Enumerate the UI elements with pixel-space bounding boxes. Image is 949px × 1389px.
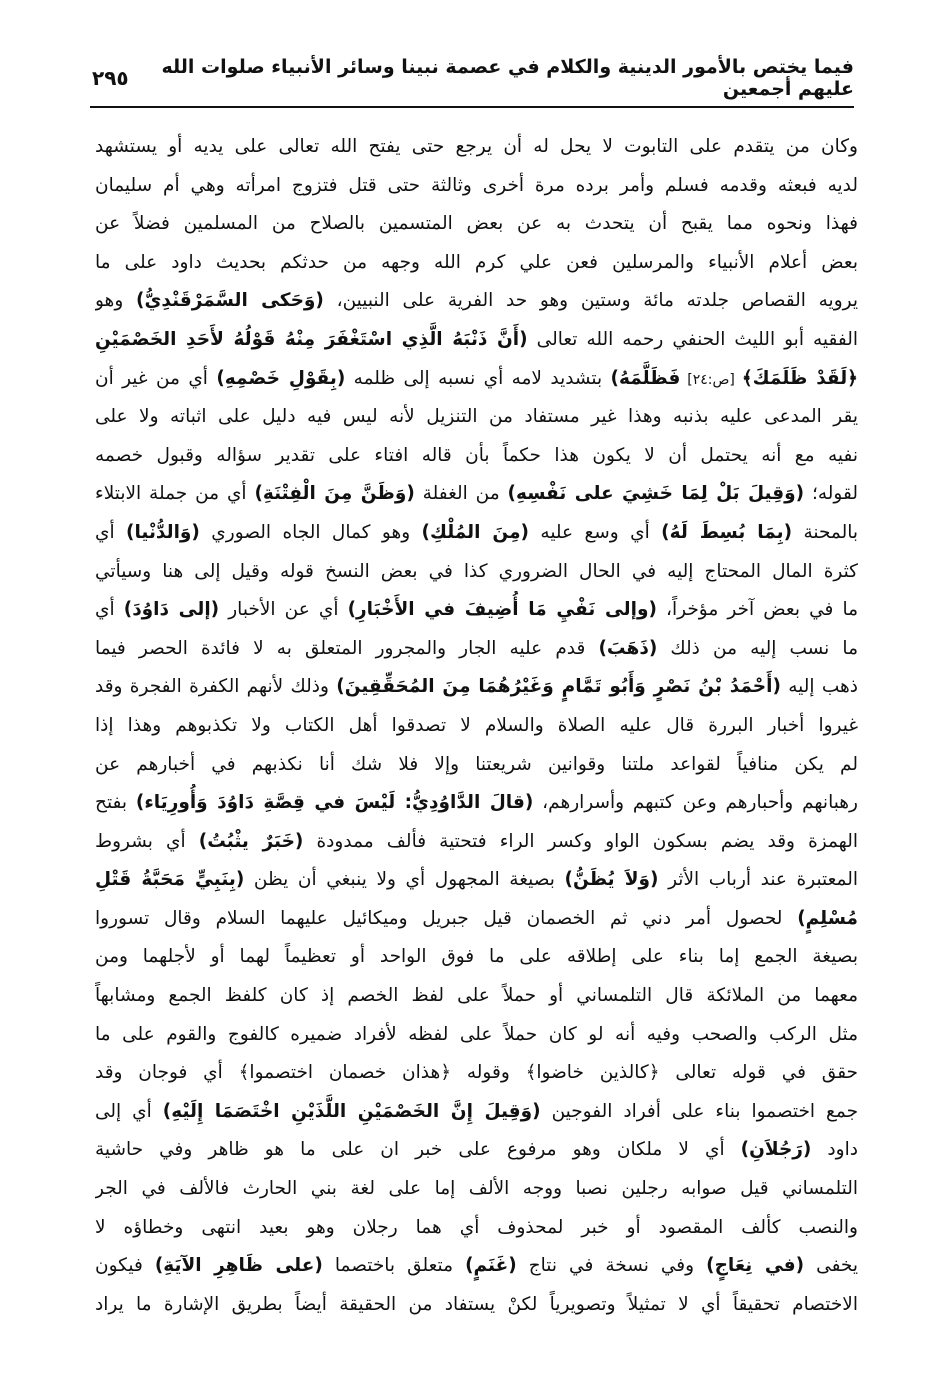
text-line xyxy=(95,205,858,244)
commentary-text: لقوله؛ xyxy=(804,483,858,505)
text-line xyxy=(95,1054,858,1093)
commentary-text: الهمزة وقد يضم بسكون الواو وكسر الراء فتحتية فألف ممدودة xyxy=(303,830,858,852)
running-header xyxy=(92,58,854,98)
text-line xyxy=(95,244,858,283)
text-line xyxy=(95,938,858,977)
commentary-text: بصيغة المجهول أي ولا ينبغي أن يظن xyxy=(244,869,565,891)
commentary-text: قدم عليه الجار والمجرور المتعلق به لا فائدة الحصر فيما xyxy=(95,637,599,659)
quoted-matn: (وَالدُّنْيا) xyxy=(126,521,200,543)
commentary-text: يرويه القصاص جلدته مائة وستين وهو حد الفرية على النبيين، xyxy=(323,290,858,312)
text-line xyxy=(95,861,858,900)
text-line xyxy=(95,1209,858,1248)
commentary-text: بفتح xyxy=(95,792,136,814)
quoted-matn: (في نِعَاجٍ) xyxy=(706,1255,805,1277)
commentary-text: جمع اختصموا بناء على أفراد الفوجين xyxy=(540,1100,858,1122)
quoted-matn: (بِقَوْلِ خَصْمِهِ) xyxy=(216,367,346,389)
text-line xyxy=(95,668,858,707)
commentary-text: فيكون xyxy=(95,1255,155,1277)
commentary-text: متعلق باختصما xyxy=(322,1255,466,1277)
commentary-text: فهذا ونحوه مما يقبح أن يتحدث به عن بعض المتسمين بالصلاح من المسلمين فضلاً عن xyxy=(95,213,858,235)
text-line xyxy=(95,128,858,167)
commentary-text: داود xyxy=(811,1139,858,1161)
text-line xyxy=(95,630,858,669)
commentary-text: لم يكن منافياً لقواعد ملتنا وقوانين شريعتنا وإلا فلا شك أنا نكذبهم في أخبارهم عن xyxy=(95,753,858,775)
quoted-matn: (ذَهَبَ) xyxy=(598,637,658,659)
commentary-text: لحصول أمر دني ثم الخصمان قيل جبريل وميكائيل عليهما السلام وقال تسوروا xyxy=(95,907,798,929)
commentary-text: بالمحنة xyxy=(792,521,858,543)
commentary-text: أي عن الأخبار xyxy=(219,599,348,621)
text-line xyxy=(95,707,858,746)
commentary-text: ما في بعض آخر مؤخراً، xyxy=(656,599,858,621)
commentary-text: يقر المدعى عليه بذنبه وهذا غير مستفاد من التنزيل لأنه ليس فيه دليل على اثباته ولا على xyxy=(95,406,858,428)
text-line xyxy=(95,321,858,360)
text-line xyxy=(95,398,858,437)
quoted-matn: فَظَلَّمَهُ) xyxy=(610,367,681,389)
quoted-matn: ﴿لَقَدْ ظَلَمَكَ﴾ xyxy=(741,367,858,389)
text-line xyxy=(95,553,858,592)
commentary-text: وفي نسخة في نتاج xyxy=(516,1255,707,1277)
commentary-text: أي xyxy=(95,599,124,621)
text-line xyxy=(95,360,858,399)
text-line xyxy=(95,784,858,823)
text-line xyxy=(95,1247,858,1286)
quoted-matn: (وَلاَ يُظَنُّ) xyxy=(564,869,659,891)
text-line xyxy=(95,1016,858,1055)
commentary-text: وكان من يتقدم على التابوت لا يحل له أن يرجع حتى يفتح الله تعالى على يديه أو يستشهد xyxy=(95,136,858,157)
text-line xyxy=(95,475,858,514)
commentary-text: بصيغة الجمع إما بناء على إطلاقه على ما فوق الواحد أو تعظيماً لهما أو لأجلهما ومن xyxy=(95,946,858,968)
commentary-text: رهبانهم وأحبارهم وعن كتبهم وأسرارهم، xyxy=(533,792,858,814)
text-line xyxy=(95,1131,858,1170)
commentary-text: مثل الركب والصحب وفيه أنه لو كان حملاً على لفظه لأفراد ضميره كالفوج والقوم على ما xyxy=(95,1023,858,1045)
text-line xyxy=(95,900,858,939)
commentary-text: وهو كمال الجاه الصوري xyxy=(199,521,422,543)
quoted-matn: (وَقِيلَ إِنَّ الخَصْمَيْنِ اللَّذَيْنِ اخْتَصَمَا إِلَيْهِ) xyxy=(162,1100,541,1122)
commentary-text: ذهب إليه xyxy=(780,676,858,698)
text-line xyxy=(95,591,858,630)
quoted-matn: (أَنَّ ذَنْبَهُ الَّذِي اسْتَغْفَرَ مِنْهُ قَوْلُهُ لأَحَدِ الخَصْمَيْنِ xyxy=(95,328,528,350)
header-rule xyxy=(90,106,854,108)
quoted-matn: مُسْلِمٍ) xyxy=(797,907,858,929)
commentary-text: أي وسع عليه xyxy=(529,521,662,543)
commentary-text: كثرة المال المحتاج إليه في الحال الضروري كذا في بعض النسخ قوله وقيل إلى هنا وسيأتي xyxy=(95,560,858,582)
quoted-matn: (بِنَبِيٍّ مَحَبَّةُ قَتْلِ xyxy=(95,869,245,891)
commentary-text: نفيه مع أنه يحتمل أن لا يكون هذا حكماً بأن قاله افتاء على تقدير سؤاله وقبول خصمه xyxy=(95,444,858,466)
commentary-text: ما نسب إليه من ذلك xyxy=(657,637,858,659)
quoted-matn: (غَنَمٍ) xyxy=(465,1255,517,1277)
text-line xyxy=(95,823,858,862)
quoted-matn: (وَقِيلَ بَلْ لِمَا خَشِيَ على نَفْسِهِ) xyxy=(507,483,805,505)
text-line xyxy=(95,1093,858,1132)
commentary-text: المعتبرة عند أرباب الأثر xyxy=(658,869,858,891)
commentary-text: وذلك لأنهم الكفرة الفجرة وقد xyxy=(95,676,337,698)
commentary-text: من الغفلة xyxy=(414,483,508,505)
text-line xyxy=(95,1286,858,1325)
quoted-matn: (على ظَاهِرِ الآيَةِ) xyxy=(154,1255,323,1277)
page-number: ٢٩٥ xyxy=(92,66,129,90)
commentary-text: وهو xyxy=(95,290,136,312)
quoted-matn: (مِنَ المُلْكِ) xyxy=(421,521,529,543)
quoted-matn: (قالَ الدَّاوُدِيُّ: لَيْسَ في قِصَّةِ دَاوُدَ وَأُورِيَاء) xyxy=(135,792,534,814)
running-title: فيما يختص بالأمور الدينية والكلام في عصمة نبينا وسائر الأنبياء صلوات الله عليهم أجمعين xyxy=(161,56,854,100)
text-line xyxy=(95,977,858,1016)
quoted-matn: (أَحْمَدُ بْنُ نَصْرٍ وَأَبُو تَمَّامٍ وَغَيْرُهُمَا مِنَ المُحَقِّقِينَ) xyxy=(336,676,781,698)
quoted-matn: (وإلى نَفْيِ مَا أُضِيفَ في الأَخْبَارِ) xyxy=(347,599,657,621)
commentary-text: والنصب كألف المقصود أو خبر لمحذوف أي هما رجلان وهو بعيد انتهى وخطاؤه لا xyxy=(95,1216,858,1238)
commentary-text: غيروا أخبار البررة قال عليه الصلاة والسلام لا تصدقوا أهل الكتاب ولا تكذبوهم وهذا إذا xyxy=(95,714,858,736)
quoted-matn: (وَحَكى السَّمَرْقَنْدِيُّ) xyxy=(136,290,324,312)
commentary-text: حقق في قوله تعالى ﴿كالذين خاضوا﴾ وقوله ﴿هذان خصمان اختصموا﴾ أي فوجان وقد xyxy=(95,1062,858,1084)
commentary-text: أي من غير أن xyxy=(95,367,217,389)
text-line xyxy=(95,514,858,553)
commentary-text: الفقيه أبو الليث الحنفي رحمه الله تعالى xyxy=(527,328,858,350)
text-line xyxy=(95,1170,858,1209)
text-line xyxy=(95,167,858,206)
quoted-matn: (خَبَرٌ يثْبُتُ) xyxy=(198,830,304,852)
commentary-text: أي xyxy=(95,521,127,543)
text-line xyxy=(95,437,858,476)
verse-reference: [ص:٢٤] xyxy=(680,371,742,388)
quoted-matn: (وَظَنَّ مِنَ الْفِتْنَةِ) xyxy=(254,483,415,505)
quoted-matn: (بِمَا بُسِطَ لَهُ) xyxy=(661,521,793,543)
text-line xyxy=(95,282,858,321)
commentary-text: لديه فبعثه وقدمه فسلم وأمر برده مرة أخرى وثالثة حتى قتل فتزوج امرأته وهي أم سليمان xyxy=(95,174,858,196)
quoted-matn: (رَجُلاَنِ) xyxy=(740,1139,812,1161)
commentary-text: أي إلى xyxy=(95,1100,163,1122)
commentary-text: بتشديد لامه أي نسبه إلى ظلمه xyxy=(345,367,611,389)
commentary-text: التلمساني قيل صوابه رجلين نصبا ووجه الألف إما على لغة بني الحارث فالألف في الجر xyxy=(95,1178,858,1200)
commentary-text: أي لا ملكان وهو مرفوع على خبر ان على ما هو ظاهر وفي حاشية xyxy=(95,1139,741,1161)
commentary-text: معهما من الملائكة قال التلمساني أو حملاً على لفظ الخصم إذ كان كلفظ الجمع ومشابهاً xyxy=(95,985,858,1007)
body-text xyxy=(95,128,858,1324)
commentary-text: بعض أعلام الأنبياء والمرسلين فعن علي كرم الله وجهه من حدثكم بحديث داود على ما xyxy=(95,251,858,273)
quoted-matn: (إلى دَاوُدَ) xyxy=(123,599,220,621)
commentary-text: يخفى xyxy=(804,1255,858,1277)
commentary-text: أي بشروط xyxy=(95,830,199,852)
text-line xyxy=(95,746,858,785)
commentary-text: الاختصام تحقيقاً أي لا تمثيلاً وتصويرياً لكنْ يستفاد من الحقيقة أيضاً بطريق الإشارة ما يراد xyxy=(95,1293,858,1315)
commentary-text: أي من جملة الابتلاء xyxy=(95,483,255,505)
